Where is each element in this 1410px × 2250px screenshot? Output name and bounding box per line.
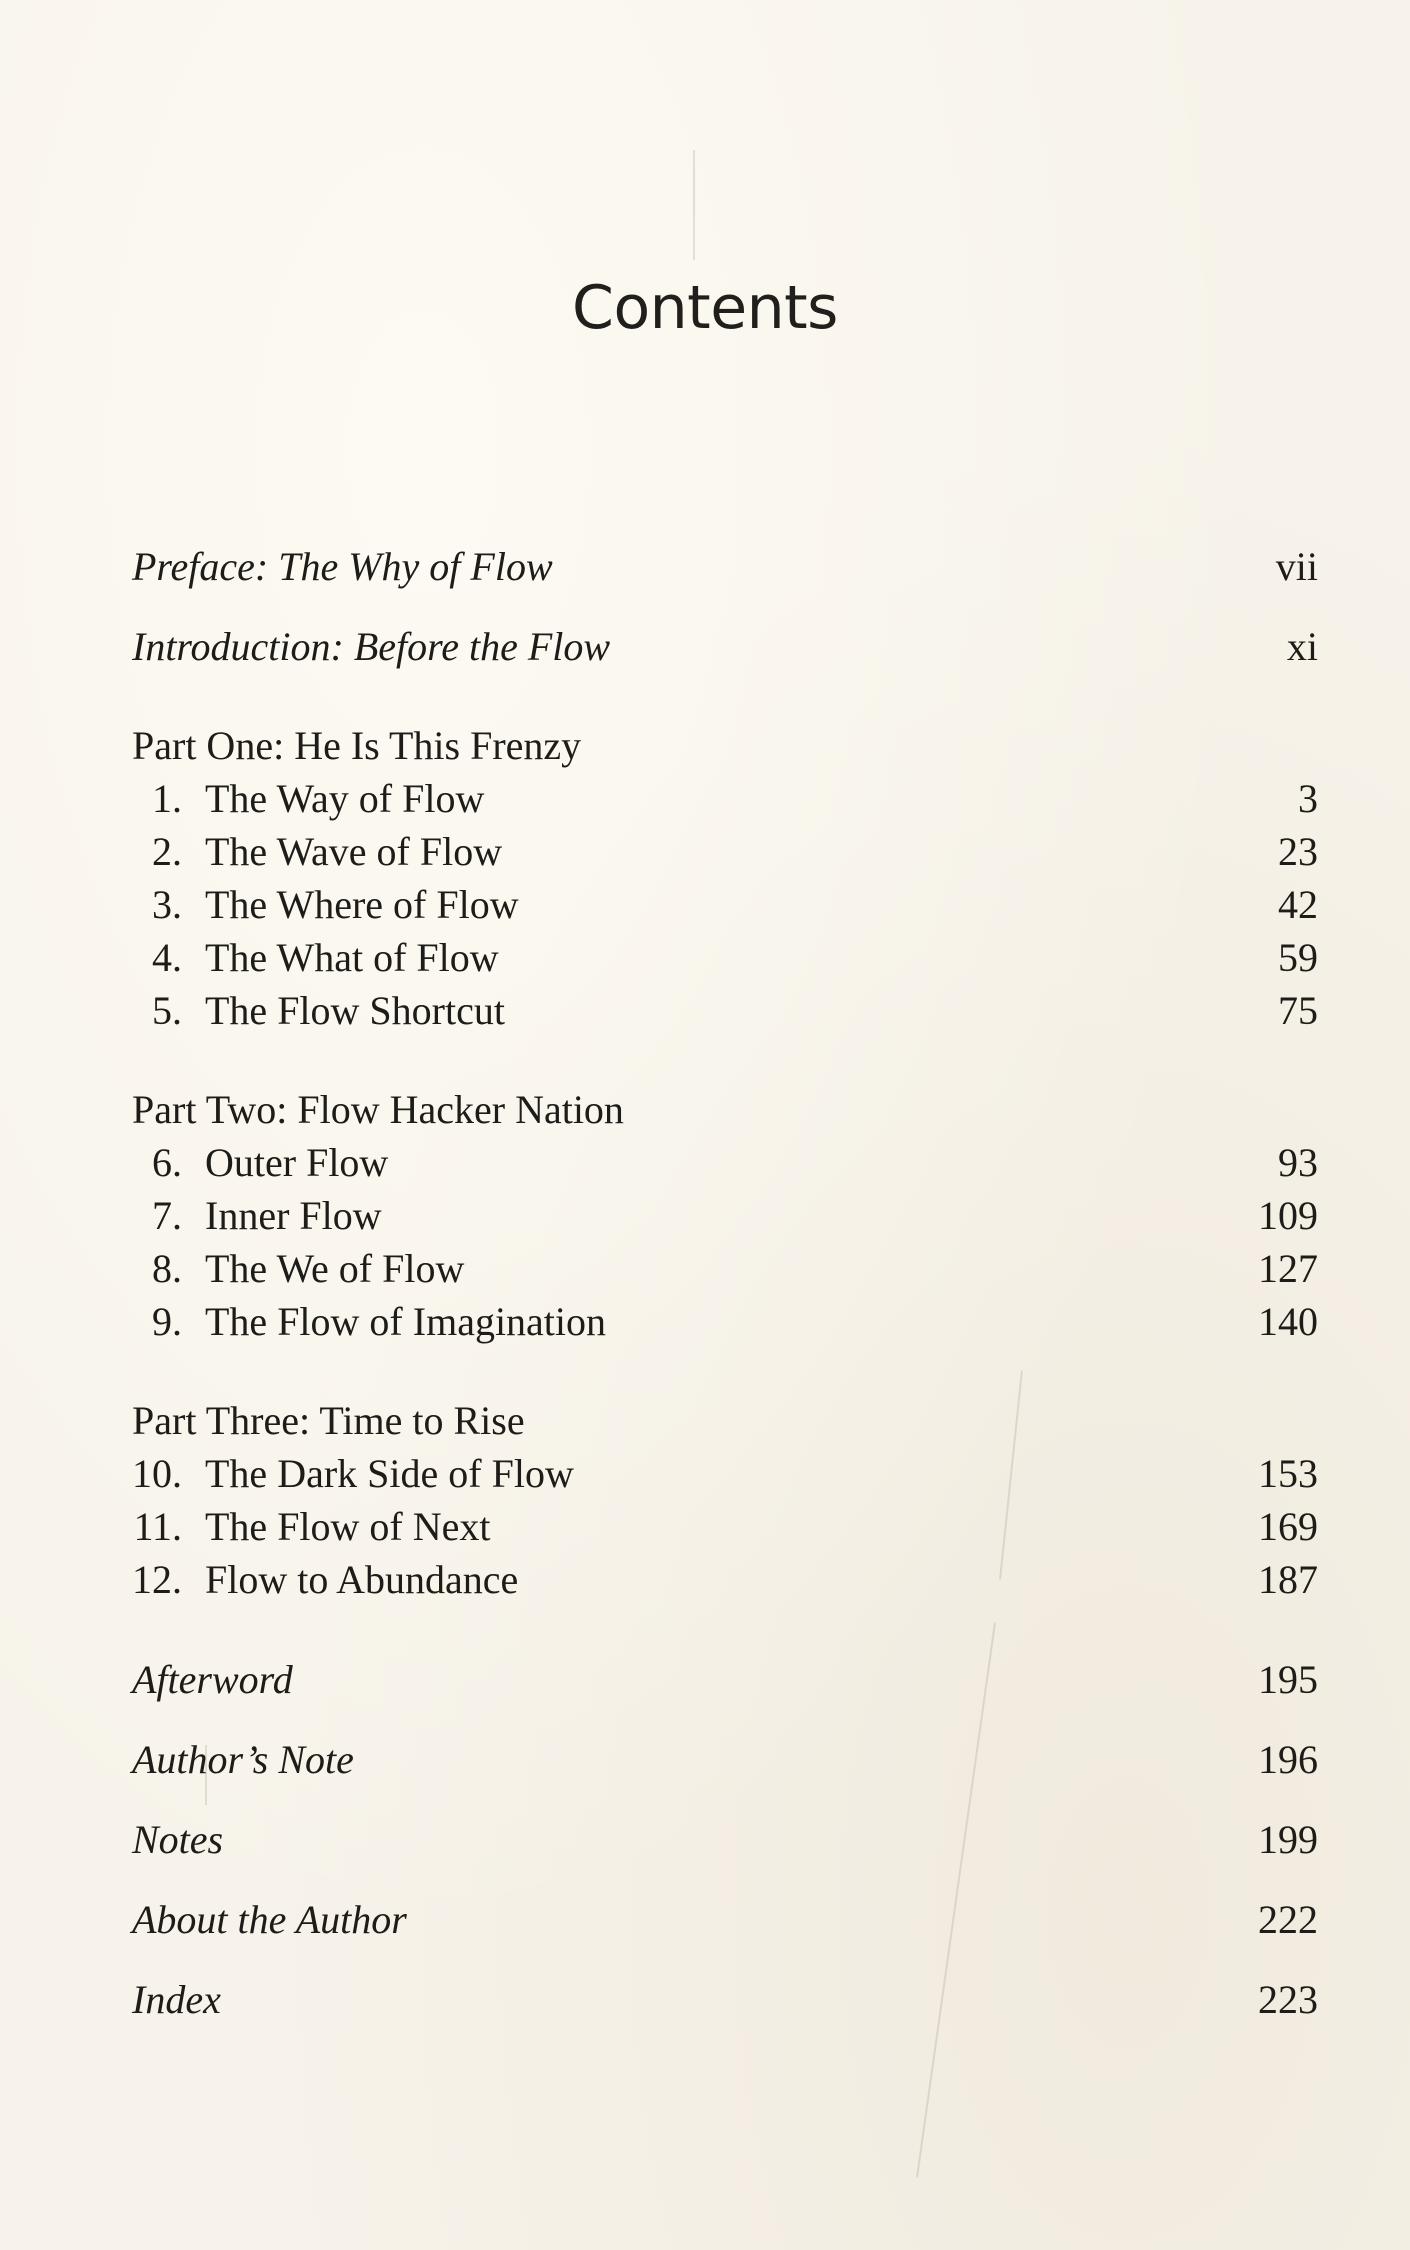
chapter-number: 9. [152,1299,182,1344]
chapter-page: 42 [1278,882,1318,927]
toc-entry-introduction [132,622,1318,672]
chapter-page: 3 [1298,776,1318,821]
toc-entry-authors-note [132,1735,1318,1785]
toc-entry-page: vii [1275,544,1318,589]
toc-entry-label: Preface: The Why of Flow [132,544,553,589]
toc-chapter-5 [132,986,1318,1036]
toc-entry-page: 223 [1258,1977,1318,2022]
chapter-number: 2. [152,829,182,874]
chapter-title: Outer Flow [205,1140,389,1185]
toc-chapter-4 [132,933,1318,983]
toc-entry-notes [132,1815,1318,1865]
chapter-title: Flow to Abundance [205,1557,519,1602]
toc-entry-label: Introduction: Before the Flow [132,624,611,669]
toc-entry-label: Index [132,1977,221,2022]
part-heading: Part Three: Time to Rise [132,1398,525,1443]
chapter-number: 8. [152,1246,182,1291]
chapter-page: 140 [1258,1299,1318,1344]
toc-chapter-1 [132,774,1318,824]
chapter-title: The Way of Flow [205,776,485,821]
part-heading: Part Two: Flow Hacker Nation [132,1087,624,1132]
toc-entry-page: 196 [1258,1737,1318,1782]
chapter-page: 187 [1258,1557,1318,1602]
chapter-page: 23 [1278,829,1318,874]
chapter-page: 153 [1258,1451,1318,1496]
toc-part-heading-three [132,1396,1318,1446]
chapter-number: 12. [132,1557,182,1602]
chapter-number: 3. [152,882,182,927]
toc-chapter-2 [132,827,1318,877]
toc-part-heading-two [132,1085,1318,1135]
toc-entry-page: 222 [1258,1897,1318,1942]
chapter-title: The What of Flow [205,935,499,980]
chapter-page: 59 [1278,935,1318,980]
chapter-title: Inner Flow [205,1193,382,1238]
toc-chapter-7 [132,1191,1318,1241]
toc-entry-label: Afterword [132,1657,293,1702]
chapter-title: The Dark Side of Flow [205,1451,574,1496]
chapter-number: 6. [152,1140,182,1185]
chapter-number: 1. [152,776,182,821]
toc-entry-afterword [132,1655,1318,1705]
chapter-title: The Where of Flow [205,882,519,927]
toc-chapter-6 [132,1138,1318,1188]
chapter-number: 10. [132,1451,182,1496]
chapter-page: 127 [1258,1246,1318,1291]
paper-crease-top [693,150,695,260]
part-heading: Part One: He Is This Frenzy [132,723,582,768]
chapter-title: The We of Flow [205,1246,465,1291]
toc-entry-page: xi [1286,624,1318,669]
chapter-page: 169 [1258,1504,1318,1549]
chapter-number: 4. [152,935,182,980]
toc-chapter-12 [132,1555,1318,1605]
chapter-page: 75 [1278,988,1318,1033]
toc-entry-index [132,1975,1318,2025]
chapter-title: The Flow Shortcut [205,988,505,1033]
toc-entry-preface [132,542,1318,592]
toc-entry-about-the-author [132,1895,1318,1945]
chapter-title: The Flow of Next [205,1504,491,1549]
toc-chapter-9 [132,1297,1318,1347]
chapter-number: 11. [133,1504,182,1549]
chapter-page: 93 [1278,1140,1318,1185]
chapter-page: 109 [1258,1193,1318,1238]
toc-entry-label: About the Author [132,1897,407,1942]
chapter-number: 7. [152,1193,182,1238]
toc-chapter-10 [132,1449,1318,1499]
toc-entry-label: Author’s Note [132,1737,354,1782]
page-title: Contents [572,273,838,344]
chapter-number: 5. [152,988,182,1033]
toc-chapter-11 [132,1502,1318,1552]
toc-part-heading-one [132,721,1318,771]
toc-chapter-8 [132,1244,1318,1294]
chapter-title: The Wave of Flow [205,829,503,874]
toc-entry-page: 195 [1258,1657,1318,1702]
toc-entry-page: 199 [1258,1817,1318,1862]
toc-entry-label: Notes [132,1817,224,1862]
toc-chapter-3 [132,880,1318,930]
chapter-title: The Flow of Imagination [205,1299,607,1344]
